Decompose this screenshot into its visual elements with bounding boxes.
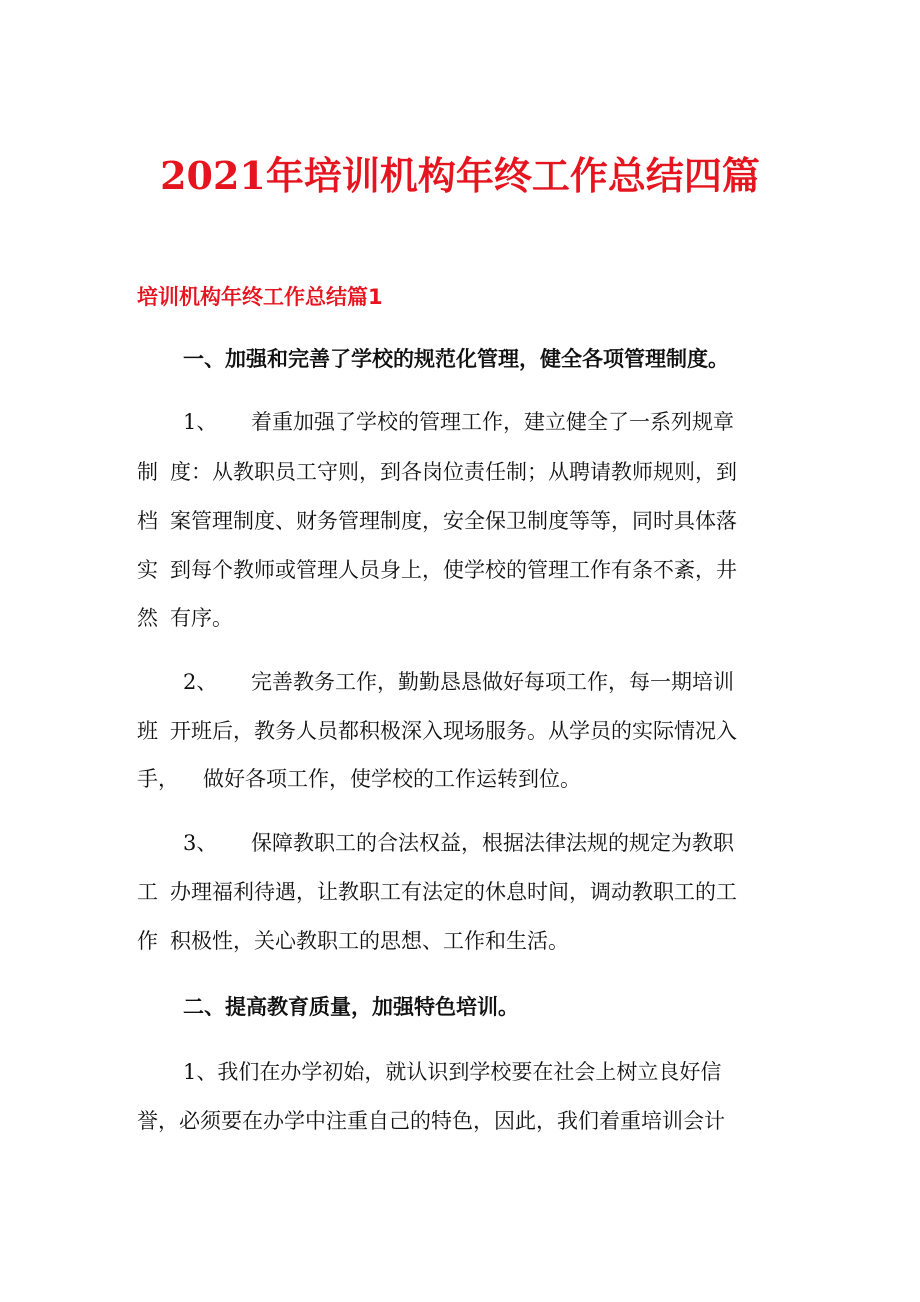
paragraph-number: 2、 — [183, 670, 218, 694]
paragraph-text: 保障教职工的合法权益，根据法律法规的规定为教职 — [251, 831, 734, 855]
document-title: 2021年培训机构年终工作总结四篇 — [160, 153, 760, 198]
paragraph-line — [137, 667, 787, 697]
paragraph-text: 着重加强了学校的管理工作，建立健全了一系列规章 — [251, 410, 734, 434]
paragraph-line — [137, 926, 787, 956]
paragraph-text: 开班后，教务人员都积极深入现场服务。从学员的实际情况入 — [170, 719, 737, 743]
paragraph-line — [137, 764, 787, 794]
paragraph-text: 手， — [137, 767, 179, 791]
paragraph-text: 作 — [137, 929, 158, 953]
paragraph-text: 到每个教师或管理人员身上，使学校的管理工作有条不紊，井 — [170, 558, 737, 582]
paragraph-line — [137, 555, 787, 585]
paragraph-line — [137, 1057, 787, 1087]
paragraph-text: 然 — [137, 606, 158, 630]
paragraph-line — [137, 716, 787, 746]
paragraph-text: 积极性，关心教职工的思想、工作和生活。 — [170, 929, 569, 953]
paragraph-text: 1、我们在办学初始，就认识到学校要在社会上树立良好信 — [183, 1060, 722, 1084]
paragraph-text: 办理福利待遇，让教职工有法定的休息时间，调动教职工的工 — [170, 880, 737, 904]
paragraph-line — [137, 1106, 787, 1136]
paragraph-line — [137, 877, 787, 907]
paragraph-text: 完善教务工作，勤勤恳恳做好每项工作，每一期培训 — [251, 670, 734, 694]
paragraph-text: 有序。 — [170, 606, 233, 630]
paragraph-text: 案管理制度、财务管理制度，安全保卫制度等等，同时具体落 — [170, 509, 737, 533]
paragraph-number: 1、 — [183, 410, 218, 434]
paragraph-text: 制 — [137, 460, 158, 484]
paragraph-text: 做好各项工作，使学校的工作运转到位。 — [203, 767, 581, 791]
paragraph-text: 班 — [137, 719, 158, 743]
paragraph-text: 工 — [137, 880, 158, 904]
paragraph-text: 档 — [137, 509, 158, 533]
paragraph-line — [137, 407, 787, 437]
paragraph-line — [137, 457, 787, 487]
paragraph-line — [137, 506, 787, 536]
section-title: 培训机构年终工作总结篇1 — [137, 285, 383, 309]
paragraph-text: 实 — [137, 558, 158, 582]
paragraph-text: 誉，必须要在办学中注重自己的特色，因此，我们着重培训会计 — [137, 1109, 725, 1133]
heading-one: 一、加强和完善了学校的规范化管理，健全各项管理制度。 — [183, 347, 729, 371]
paragraph-number: 3、 — [183, 831, 218, 855]
heading-two: 二、提高教育质量，加强特色培训。 — [183, 995, 519, 1019]
paragraph-line — [137, 603, 787, 633]
paragraph-line — [137, 828, 787, 858]
paragraph-text: 度：从教职员工守则，到各岗位责任制；从聘请教师规则，到 — [170, 460, 737, 484]
